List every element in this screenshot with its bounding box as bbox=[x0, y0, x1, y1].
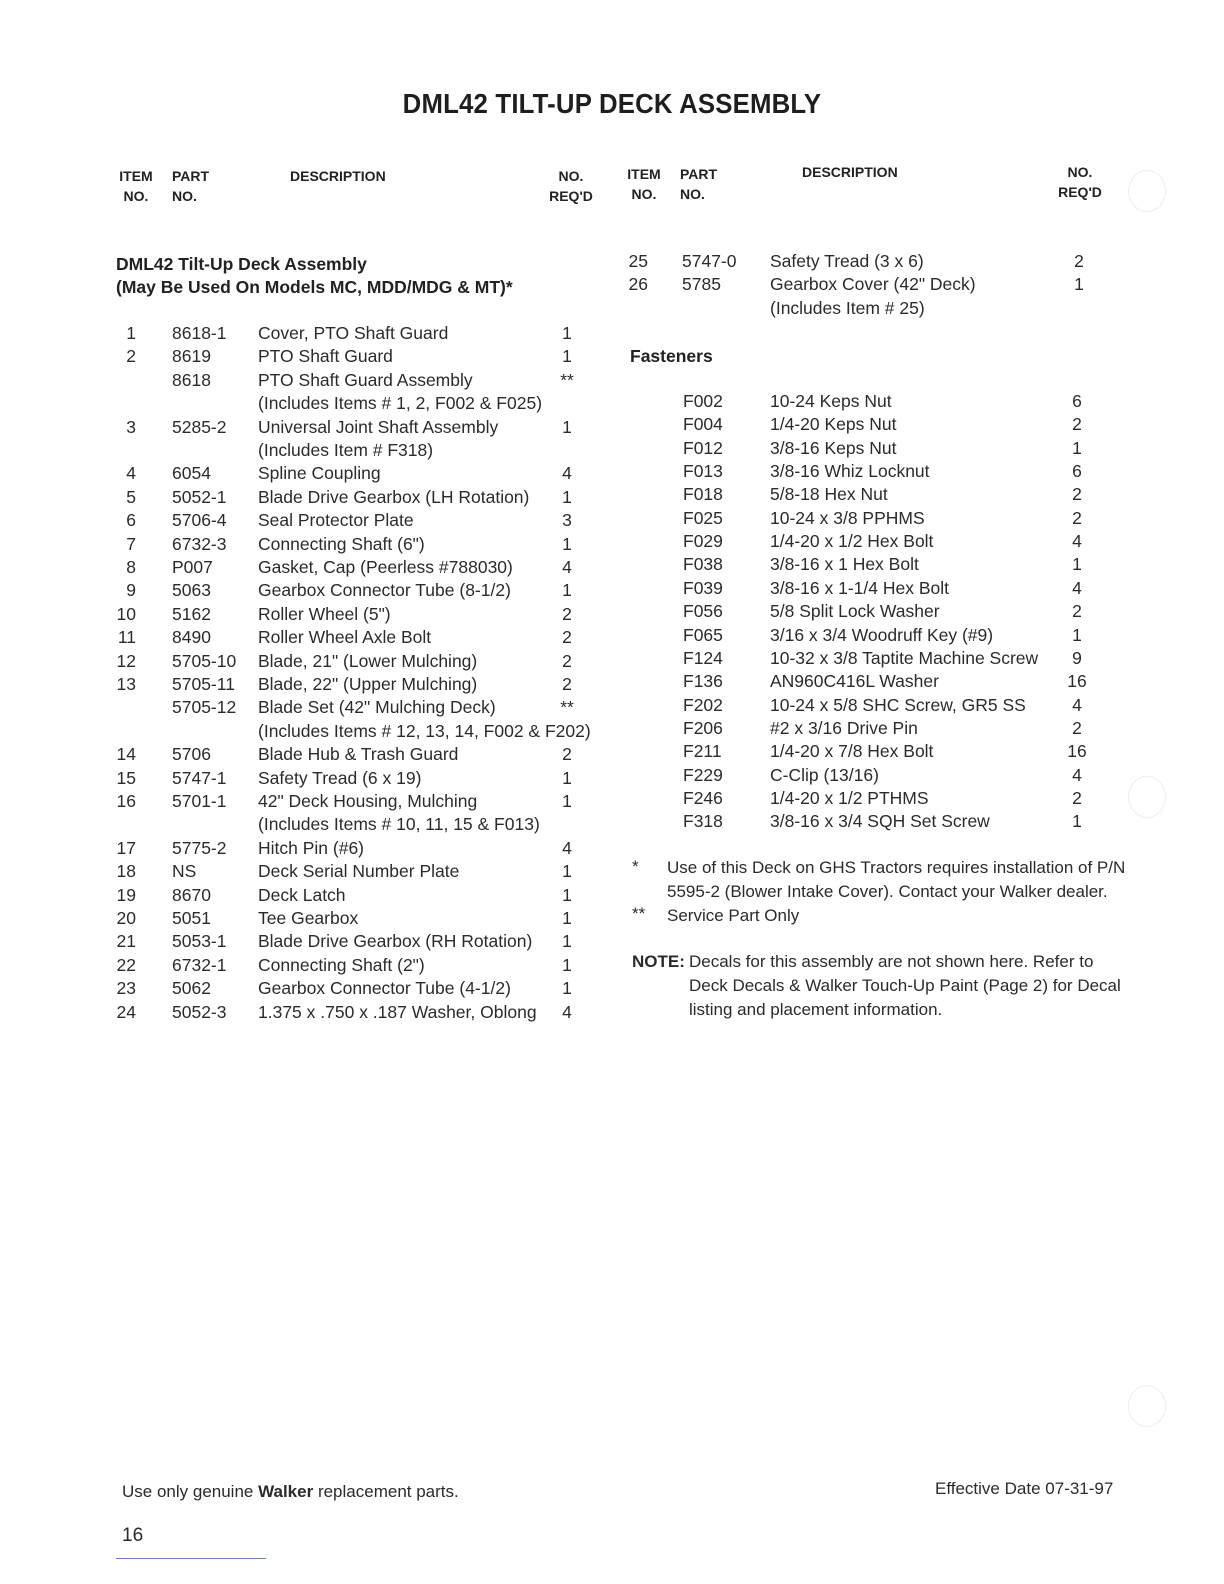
footnote-star-line2: 5595-2 (Blower Intake Cover). Contact your Walker dealer. bbox=[667, 882, 1108, 901]
quantity: 2 bbox=[1072, 484, 1082, 505]
quantity: 1 bbox=[1072, 624, 1082, 645]
quantity: 1 bbox=[1072, 437, 1082, 458]
part-number: F211 bbox=[683, 741, 722, 762]
part-number: 5705-11 bbox=[172, 674, 235, 694]
description: Connecting Shaft (6") bbox=[258, 533, 425, 554]
note-line1: Decals for this assembly are not shown here. Refer to bbox=[689, 952, 1094, 971]
header-description-left: DESCRIPTION bbox=[290, 168, 386, 184]
part-number: 5701-1 bbox=[172, 791, 227, 811]
quantity: 6 bbox=[1072, 461, 1082, 482]
description: 1/4-20 x 1/2 PTHMS bbox=[770, 787, 929, 808]
description: Deck Latch bbox=[258, 884, 346, 905]
quantity: 9 bbox=[1072, 647, 1082, 668]
quantity: 4 bbox=[562, 837, 572, 858]
item-number: 19 bbox=[116, 884, 136, 905]
description: Blade, 21" (Lower Mulching) bbox=[258, 650, 478, 671]
description: 3/8-16 Keps Nut bbox=[770, 437, 897, 458]
description: 3/16 x 3/4 Woodruff Key (#9) bbox=[770, 624, 994, 645]
description: 5/8 Split Lock Washer bbox=[770, 601, 940, 622]
quantity: 3 bbox=[562, 510, 572, 531]
quantity: 1 bbox=[1074, 274, 1084, 295]
quantity: 1 bbox=[1072, 811, 1082, 832]
description: Roller Wheel Axle Bolt bbox=[258, 627, 432, 648]
description: 10-24 Keps Nut bbox=[770, 391, 892, 411]
item-number: 3 bbox=[126, 416, 136, 437]
description: 3/8-16 x 1-1/4 Hex Bolt bbox=[770, 577, 949, 598]
description: Gasket, Cap (Peerless #788030) bbox=[258, 557, 513, 577]
part-number: 5285-2 bbox=[172, 416, 227, 437]
fastener-row bbox=[0, 809, 1224, 833]
part-number: 5052-1 bbox=[172, 486, 227, 507]
item-number: 16 bbox=[116, 791, 136, 811]
fastener-row bbox=[0, 482, 1224, 506]
header-qty-left: NO. REQ'D bbox=[549, 168, 593, 204]
description: C-Clip (13/16) bbox=[770, 764, 879, 785]
part-number: F018 bbox=[683, 484, 723, 505]
description: PTO Shaft Guard Assembly bbox=[258, 369, 473, 390]
part-number: 6054 bbox=[172, 463, 211, 484]
description: Hitch Pin (#6) bbox=[258, 837, 365, 858]
description: 10-32 x 3/8 Taptite Machine Screw bbox=[770, 647, 1039, 668]
part-number: F136 bbox=[683, 671, 723, 692]
part-number: 5052-3 bbox=[172, 1001, 227, 1022]
footnote-double-star-text: Service Part Only bbox=[667, 906, 800, 925]
quantity: 2 bbox=[562, 603, 572, 624]
quantity: 1 bbox=[562, 486, 572, 507]
item-number: 8 bbox=[126, 557, 136, 577]
part-number: F012 bbox=[683, 437, 723, 458]
fastener-row bbox=[0, 412, 1224, 436]
quantity: 16 bbox=[1067, 741, 1087, 762]
description: (Includes Item # 25) bbox=[770, 297, 925, 318]
fastener-row bbox=[0, 552, 1224, 576]
page-number: 16 bbox=[122, 1525, 144, 1546]
note-line3: listing and placement information. bbox=[689, 1000, 943, 1019]
description: #2 x 3/16 Drive Pin bbox=[770, 717, 918, 738]
fasteners-title: Fasteners bbox=[630, 346, 713, 366]
quantity: 1 bbox=[562, 931, 572, 952]
description: Safety Tread (3 x 6) bbox=[770, 251, 924, 271]
description: Gearbox Connector Tube (4-1/2) bbox=[258, 978, 511, 999]
quantity: 1 bbox=[562, 416, 572, 437]
quantity: 2 bbox=[1072, 717, 1082, 738]
table-row bbox=[0, 321, 1224, 345]
part-number: F318 bbox=[683, 811, 723, 832]
table-row bbox=[0, 296, 1224, 320]
item-number: 21 bbox=[116, 931, 136, 952]
description: 3/8-16 Whiz Locknut bbox=[770, 461, 930, 482]
quantity: 1 bbox=[562, 954, 572, 975]
header-description-right: DESCRIPTION bbox=[802, 164, 898, 180]
item-number: 14 bbox=[116, 744, 136, 765]
description: 10-24 x 5/8 SHC Screw, GR5 SS bbox=[770, 694, 1026, 715]
item-number: 17 bbox=[116, 837, 136, 858]
binder-hole-bottom bbox=[1128, 1385, 1166, 1427]
item-number: 4 bbox=[126, 463, 136, 484]
fastener-row bbox=[0, 669, 1224, 693]
part-number: 6732-1 bbox=[172, 954, 227, 975]
quantity: 1 bbox=[562, 323, 572, 343]
fastener-row bbox=[0, 646, 1224, 670]
fastener-row bbox=[0, 436, 1224, 460]
description: (Includes Item # F318) bbox=[258, 440, 434, 460]
part-number: 5705-12 bbox=[172, 697, 237, 718]
description: 3/8-16 x 3/4 SQH Set Screw bbox=[770, 811, 990, 832]
description: 1.375 x .750 x .187 Washer, Oblong bbox=[258, 1001, 537, 1022]
part-number: F206 bbox=[683, 717, 723, 738]
header-part-right: PART NO. bbox=[680, 166, 718, 202]
fastener-row bbox=[0, 599, 1224, 623]
binder-hole-middle bbox=[1128, 776, 1166, 818]
description: Blade, 22" (Upper Mulching) bbox=[258, 674, 478, 694]
quantity: 4 bbox=[562, 1001, 572, 1022]
fastener-row bbox=[0, 576, 1224, 600]
note-line2: Deck Decals & Walker Touch-Up Paint (Page 2) for Decal bbox=[689, 976, 1121, 995]
part-number: F039 bbox=[683, 577, 723, 598]
item-number: 24 bbox=[116, 1001, 136, 1022]
description: Blade Drive Gearbox (RH Rotation) bbox=[258, 931, 533, 952]
part-number: F038 bbox=[683, 554, 723, 575]
item-number: 15 bbox=[116, 767, 136, 788]
part-number: 8670 bbox=[172, 884, 211, 905]
item-number: 12 bbox=[116, 650, 136, 671]
part-number: 8619 bbox=[172, 346, 211, 367]
part-number: F013 bbox=[683, 461, 723, 482]
footnote-double-star-mark: ** bbox=[632, 904, 646, 923]
quantity: 1 bbox=[562, 533, 572, 554]
item-number: 5 bbox=[126, 486, 136, 507]
part-number: 5053-1 bbox=[172, 931, 227, 952]
description: AN960C416L Washer bbox=[770, 671, 939, 692]
table-row bbox=[0, 906, 1224, 930]
item-number: 7 bbox=[126, 533, 136, 554]
section-title: DML42 Tilt-Up Deck Assembly bbox=[116, 254, 367, 274]
description: 42" Deck Housing, Mulching bbox=[258, 791, 478, 811]
description: Gearbox Cover (42" Deck) bbox=[770, 274, 976, 295]
description: Blade Hub & Trash Guard bbox=[258, 744, 459, 765]
description: 5/8-18 Hex Nut bbox=[770, 484, 888, 505]
description: (Includes Items # 10, 11, 15 & F013) bbox=[258, 814, 540, 835]
description: Blade Set (42" Mulching Deck) bbox=[258, 697, 496, 718]
description: 1/4-20 Keps Nut bbox=[770, 414, 897, 435]
description: Cover, PTO Shaft Guard bbox=[258, 323, 449, 343]
fastener-row bbox=[0, 623, 1224, 647]
part-number: NS bbox=[172, 861, 197, 882]
table-row bbox=[0, 1000, 1224, 1024]
table-row bbox=[0, 344, 1224, 368]
item-number: 22 bbox=[116, 954, 136, 975]
item-number: 23 bbox=[116, 978, 136, 999]
binder-hole-top bbox=[1128, 170, 1166, 212]
part-number: 5063 bbox=[172, 580, 211, 601]
part-number: F029 bbox=[683, 531, 723, 552]
part-number: F056 bbox=[683, 601, 723, 622]
fastener-row bbox=[0, 716, 1224, 740]
quantity: 4 bbox=[1072, 764, 1082, 785]
footnote-star-line1: Use of this Deck on GHS Tractors requires installation of P/N bbox=[667, 858, 1126, 877]
page-number-rule bbox=[116, 1558, 266, 1559]
quantity: 1 bbox=[562, 884, 572, 905]
description: PTO Shaft Guard bbox=[258, 346, 393, 367]
quantity: 2 bbox=[562, 674, 572, 694]
item-number: 26 bbox=[628, 274, 648, 295]
part-number: 8490 bbox=[172, 627, 211, 648]
description: Gearbox Connector Tube (8-1/2) bbox=[258, 580, 511, 601]
item-number: 1 bbox=[126, 323, 136, 343]
footer-effective-date: Effective Date 07-31-97 bbox=[935, 1479, 1114, 1498]
quantity: 2 bbox=[1072, 787, 1082, 808]
part-number: F202 bbox=[683, 694, 723, 715]
quantity: 1 bbox=[562, 767, 572, 788]
description: Tee Gearbox bbox=[258, 908, 359, 928]
part-number: 5062 bbox=[172, 978, 211, 999]
quantity: 4 bbox=[562, 463, 572, 484]
part-number: 5706-4 bbox=[172, 510, 227, 531]
quantity: 2 bbox=[562, 744, 572, 765]
part-number: F025 bbox=[683, 507, 723, 528]
quantity: 4 bbox=[562, 557, 572, 577]
quantity: 1 bbox=[562, 978, 572, 999]
fastener-row bbox=[0, 459, 1224, 483]
description: 10-24 x 3/8 PPHMS bbox=[770, 507, 925, 528]
quantity: ** bbox=[560, 697, 574, 718]
part-number: 5747-1 bbox=[172, 767, 227, 788]
part-number: 8618-1 bbox=[172, 323, 227, 343]
description: Seal Protector Plate bbox=[258, 510, 414, 531]
description: Blade Drive Gearbox (LH Rotation) bbox=[258, 486, 530, 507]
part-number: F065 bbox=[683, 624, 723, 645]
quantity: 1 bbox=[562, 908, 572, 928]
table-row bbox=[0, 249, 1224, 273]
quantity: 1 bbox=[562, 346, 572, 367]
part-number: 6732-3 bbox=[172, 533, 227, 554]
part-number: 5775-2 bbox=[172, 837, 227, 858]
item-number: 25 bbox=[628, 251, 648, 271]
quantity: 2 bbox=[562, 650, 572, 671]
quantity: 1 bbox=[562, 861, 572, 882]
part-number: 5706 bbox=[172, 744, 211, 765]
item-number: 2 bbox=[126, 346, 136, 367]
header-part-left: PART NO. bbox=[172, 168, 210, 204]
page-title: DML42 TILT-UP DECK ASSEMBLY bbox=[402, 88, 822, 119]
part-number: P007 bbox=[172, 557, 213, 577]
header-qty-right: NO. REQ'D bbox=[1058, 164, 1102, 200]
description: Connecting Shaft (2") bbox=[258, 954, 425, 975]
description: Deck Serial Number Plate bbox=[258, 861, 460, 882]
quantity: 4 bbox=[1072, 694, 1082, 715]
description: (Includes Items # 12, 13, 14, F002 & F202) bbox=[258, 720, 591, 741]
fastener-row bbox=[0, 786, 1224, 810]
fastener-row bbox=[0, 739, 1224, 763]
part-number: 5051 bbox=[172, 908, 211, 928]
part-number: F124 bbox=[683, 647, 723, 668]
description: (Includes Items # 1, 2, F002 & F025) bbox=[258, 393, 543, 414]
fastener-row bbox=[0, 506, 1224, 530]
description: Safety Tread (6 x 19) bbox=[258, 767, 422, 788]
quantity: 16 bbox=[1067, 671, 1087, 692]
part-number: F229 bbox=[683, 764, 723, 785]
quantity: 2 bbox=[562, 627, 572, 648]
note-label: NOTE: bbox=[632, 952, 685, 971]
table-row bbox=[0, 272, 1224, 296]
part-number: F002 bbox=[683, 391, 723, 411]
item-number: 9 bbox=[126, 580, 136, 601]
part-number: F004 bbox=[683, 414, 723, 435]
part-number: F246 bbox=[683, 787, 723, 808]
quantity: 1 bbox=[562, 580, 572, 601]
part-number: 5162 bbox=[172, 603, 211, 624]
quantity: 2 bbox=[1072, 507, 1082, 528]
item-number: 11 bbox=[117, 627, 136, 648]
quantity: 1 bbox=[562, 791, 572, 811]
item-number: 6 bbox=[126, 510, 136, 531]
description: 3/8-16 x 1 Hex Bolt bbox=[770, 554, 919, 575]
item-number: 10 bbox=[116, 603, 136, 624]
part-number: 5747-0 bbox=[682, 251, 737, 271]
footnote-star-mark: * bbox=[632, 857, 639, 876]
quantity: 2 bbox=[1072, 601, 1082, 622]
section-subtitle: (May Be Used On Models MC, MDD/MDG & MT)* bbox=[116, 277, 513, 297]
quantity: 4 bbox=[1072, 577, 1082, 598]
quantity: 2 bbox=[1072, 414, 1082, 435]
fastener-row bbox=[0, 693, 1224, 717]
fastener-row bbox=[0, 763, 1224, 787]
quantity: 2 bbox=[1074, 251, 1084, 271]
quantity: 4 bbox=[1072, 531, 1082, 552]
footer-genuine-parts: Use only genuine Walker replacement parts. bbox=[122, 1482, 459, 1501]
description: Universal Joint Shaft Assembly bbox=[258, 416, 499, 437]
part-number: 5705-10 bbox=[172, 650, 237, 671]
part-number: 8618 bbox=[172, 369, 211, 390]
fastener-row bbox=[0, 529, 1224, 553]
description: 1/4-20 x 7/8 Hex Bolt bbox=[770, 741, 934, 762]
header-item-right: ITEM NO. bbox=[627, 166, 661, 202]
quantity: ** bbox=[560, 369, 574, 390]
quantity: 1 bbox=[1072, 554, 1082, 575]
quantity: 6 bbox=[1072, 391, 1082, 411]
footer-brand: Walker bbox=[258, 1482, 314, 1501]
description: 1/4-20 x 1/2 Hex Bolt bbox=[770, 531, 934, 552]
part-number: 5785 bbox=[682, 274, 721, 295]
fastener-row bbox=[0, 389, 1224, 413]
item-number: 13 bbox=[116, 674, 136, 694]
header-item-left: ITEM NO. bbox=[119, 168, 153, 204]
item-number: 20 bbox=[116, 908, 136, 928]
description: Roller Wheel (5") bbox=[258, 603, 391, 624]
item-number: 18 bbox=[116, 861, 136, 882]
description: Spline Coupling bbox=[258, 463, 381, 484]
